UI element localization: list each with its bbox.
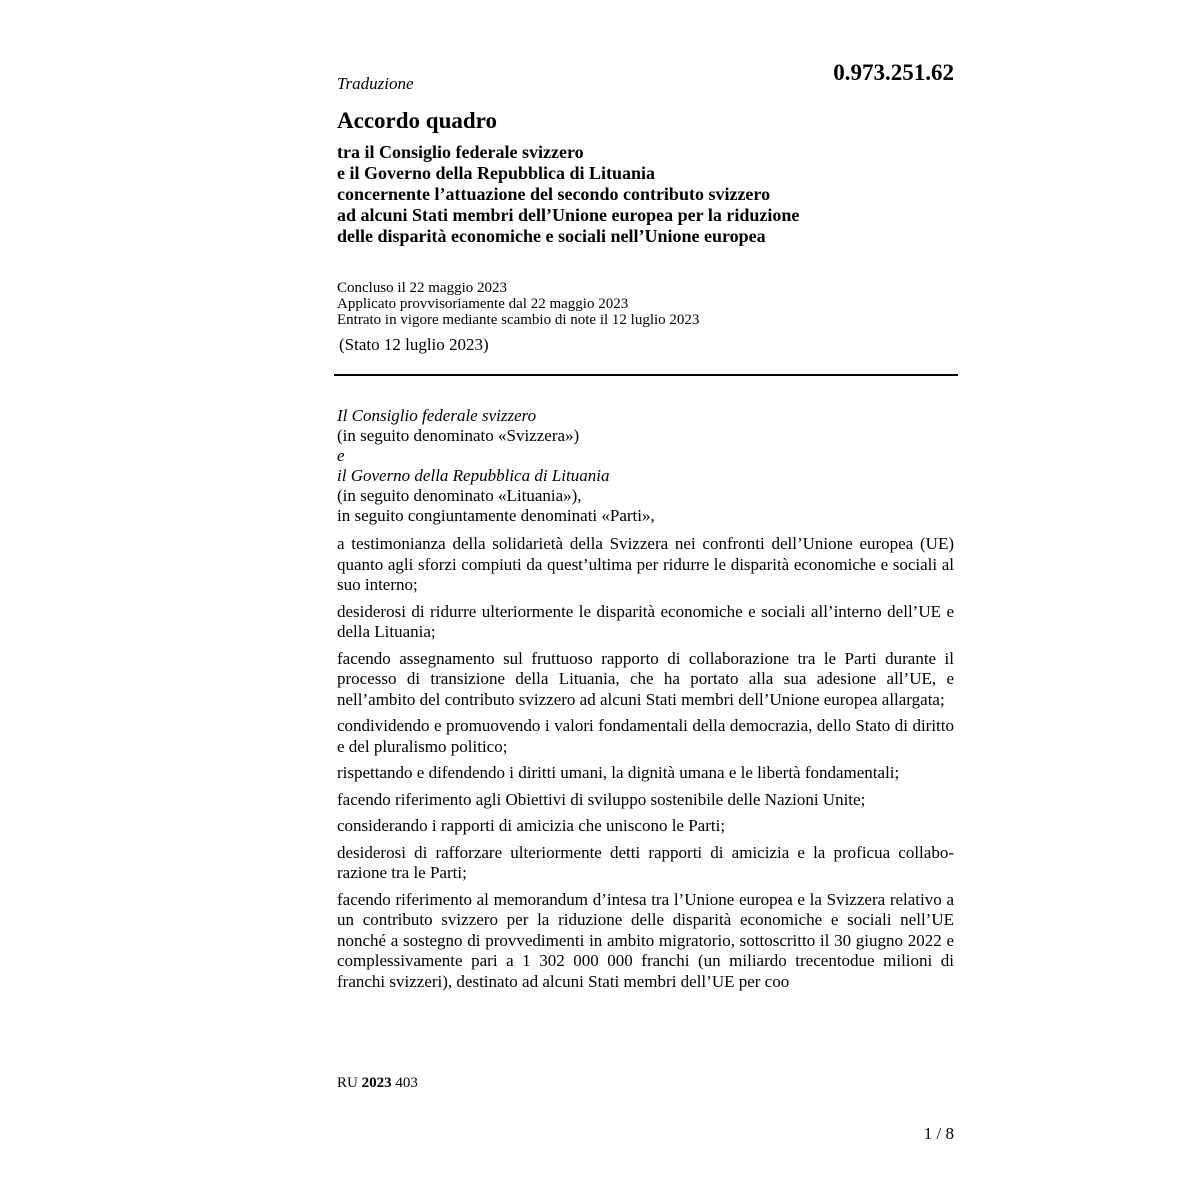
concluded-date: Concluso il 22 maggio 2023	[337, 280, 507, 296]
provisional-date: Applicato provvisoriamente dal 22 maggio 2023	[337, 296, 629, 312]
document-title: Accordo quadro	[337, 108, 497, 133]
party1-name: Il Consiglio federale svizzero	[337, 406, 537, 425]
recitals	[337, 534, 954, 998]
ru-page: 403	[395, 1075, 418, 1091]
sr-number: 0.973.251.62	[833, 60, 954, 85]
document-subtitle	[337, 142, 799, 247]
in-force-date: Entrato in vigore mediante scambio di note il 12 luglio 2023	[337, 312, 700, 328]
party1-alias: (in seguito denominato «Svizzera»)	[337, 426, 580, 445]
subtitle-line: concernente l’attuazione del secondo contributo svizzero	[337, 184, 771, 204]
joint-alias: in seguito congiuntamente denominati «Parti»,	[337, 506, 655, 525]
recital-paragraph: considerando i rapporti di amicizia che uniscono le Parti;	[337, 816, 726, 835]
recital-paragraph: facendo assegnamento sul fruttuoso rapporto di collaborazione tra le Parti durante il processo di transizione della Lituania, che ha portato alla sua adesione all’UE, e nell’ambito del contributo svizzero ad alcuni Stati membri dell’Unione europea allargata;	[337, 648, 954, 709]
recital-paragraph: desiderosi di ridurre ulteriormente le disparità economiche e sociali all’interno dell’UE e della Lituania;	[337, 601, 954, 641]
recital-paragraph: desiderosi di rafforzare ulteriormente detti rapporti di amicizia e la proficua collaborazione tra le Parti;	[337, 842, 954, 882]
ru-prefix: RU	[337, 1075, 358, 1091]
recital-paragraph: rispettando e difendendo i diritti umani, la dignità umana e le libertà fondamentali;	[337, 763, 900, 782]
recital-paragraph: facendo riferimento agli Obiettivi di sviluppo sostenibile delle Nazioni Unite;	[337, 789, 866, 809]
subtitle-line: delle disparità economiche e sociali nell’Unione europea	[337, 226, 766, 246]
recital-paragraph: condividendo e promuovendo i valori fondamentali della democrazia, dello Stato di diritto e del pluralismo politico;	[337, 716, 954, 756]
recital-paragraph: facendo riferimento al memorandum d’intesa tra l’Unione europea e la Svizzera relativo a un contributo svizzero per la riduzione delle disparità economiche e sociali nell’UE nonché a sostegno di provvedimenti in ambito migratorio, sottoscritto il 30 giugno 2022 e complessivamente pari a 1 302 000 000 franchi (un miliardo trecentodue milioni di franchi svizzeri), destinato ad alcuni Stati membri dell’UE per coo	[337, 889, 954, 991]
party2-alias: (in seguito denominato «Lituania»),	[337, 486, 582, 505]
subtitle-line: e il Governo della Repubblica di Lituania	[337, 163, 656, 183]
official-compilation-ref	[337, 1075, 418, 1092]
horizontal-divider	[334, 374, 958, 376]
page-number: 1 / 8	[923, 1124, 954, 1143]
subtitle-line: tra il Consiglio federale svizzero	[337, 142, 584, 162]
translation-label: Traduzione	[337, 74, 414, 93]
status-date: (Stato 12 luglio 2023)	[339, 335, 489, 354]
party2-name: il Governo della Repubblica di Lituania	[337, 466, 610, 485]
subtitle-line: ad alcuni Stati membri dell’Unione europea per la riduzione	[337, 205, 800, 225]
dates-block	[337, 280, 699, 328]
preamble	[337, 406, 954, 526]
conjunction: e	[337, 446, 345, 465]
recital-paragraph: a testimonianza della solidarietà della Svizzera nei confronti dell’Unione europea (UE) quanto agli sforzi compiuti da quest’ultima per ridurre le disparità economiche e sociali al suo interno;	[337, 534, 954, 594]
ru-year: 2023	[361, 1075, 392, 1091]
